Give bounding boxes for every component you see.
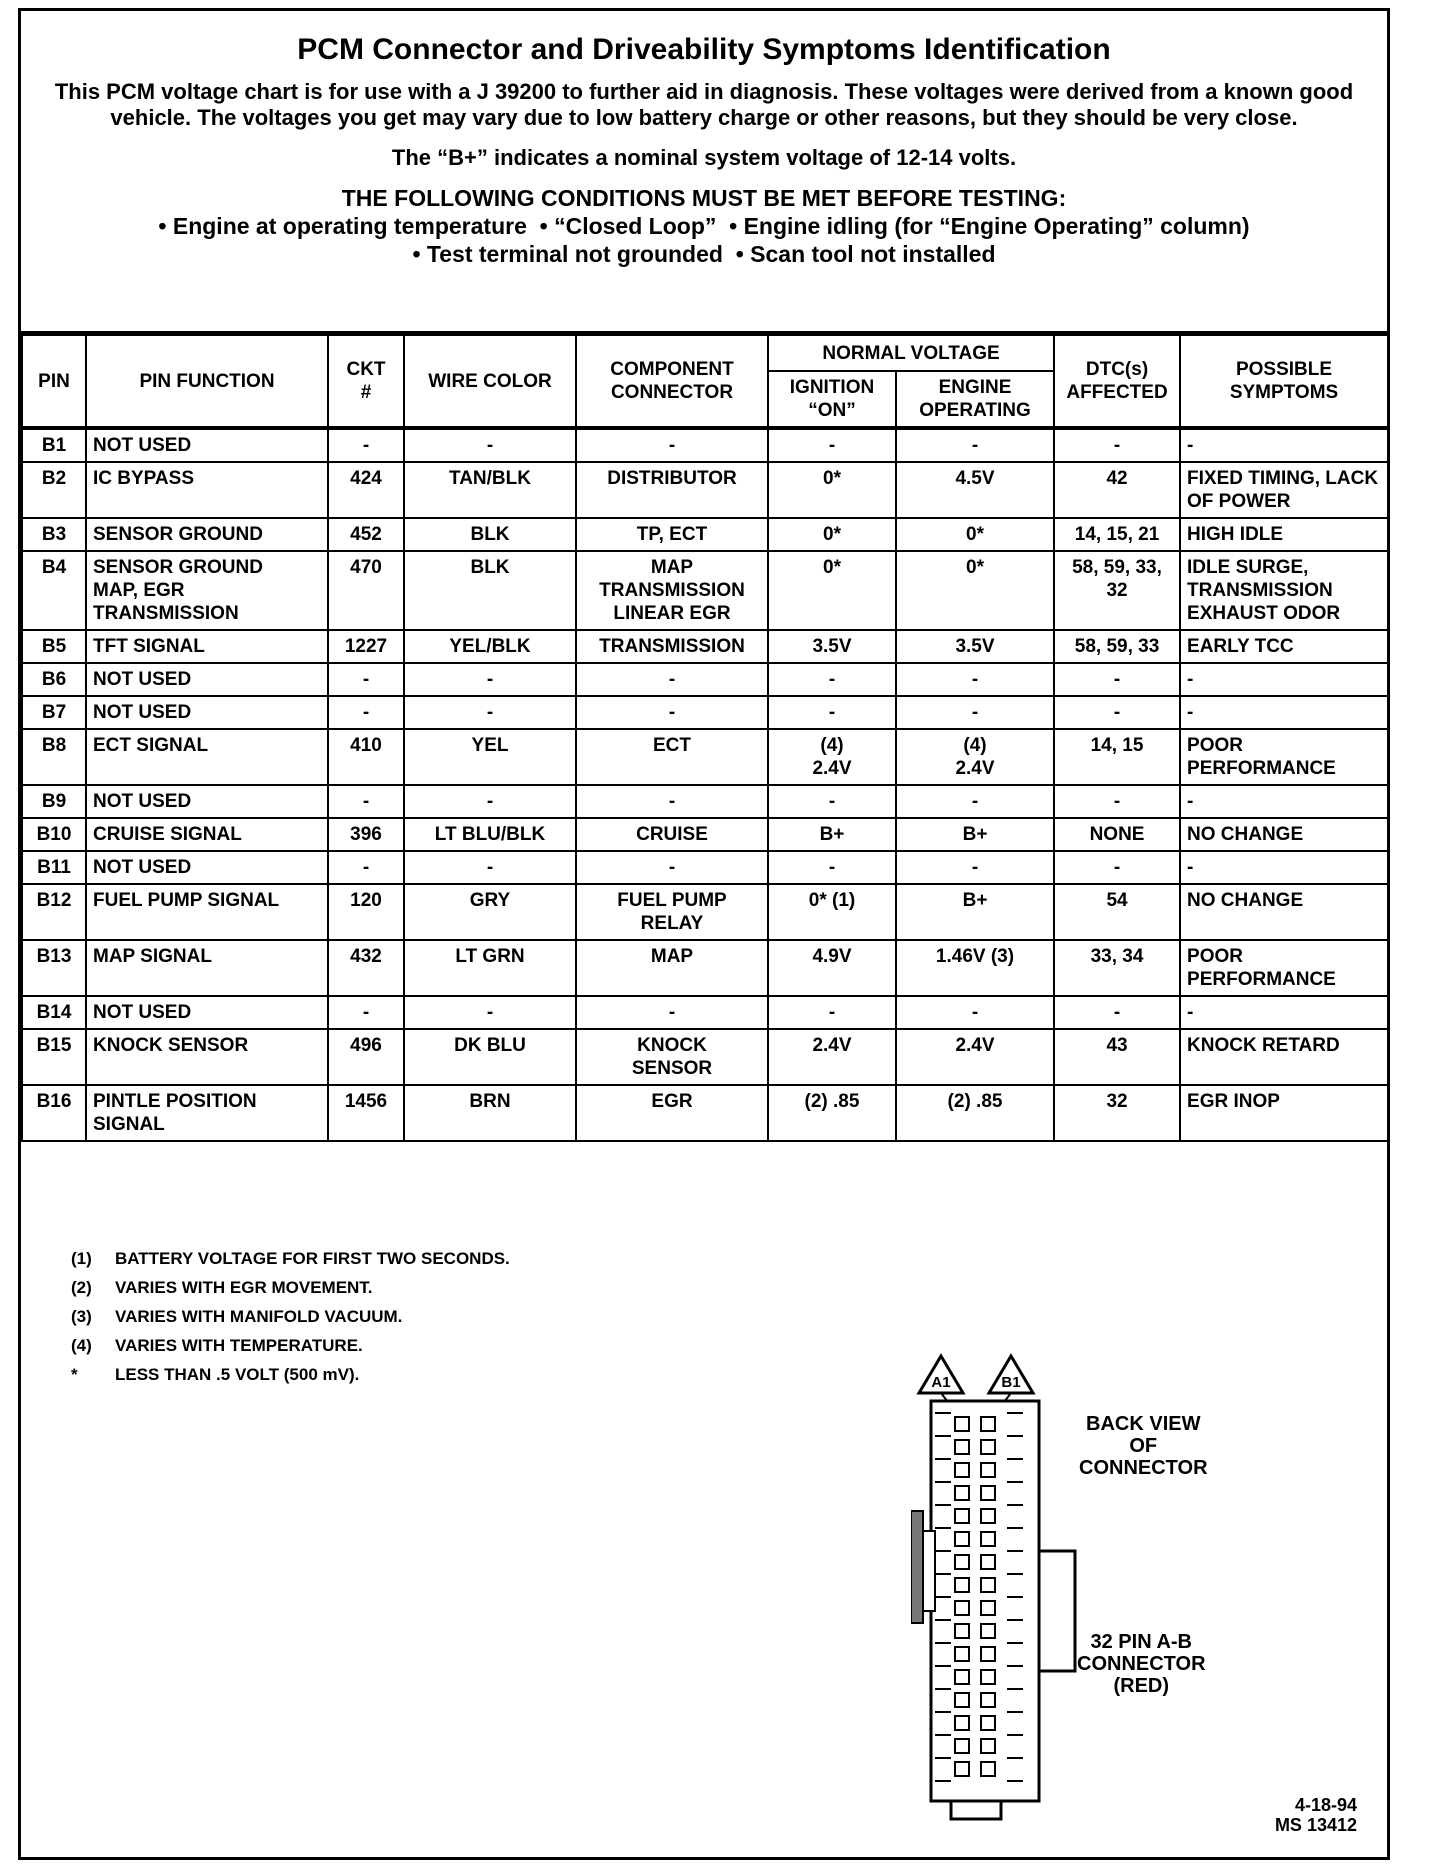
cell-engine-operating: 3.5V: [896, 630, 1054, 663]
cell-ignition-on: -: [768, 696, 896, 729]
cell-ignition-on: (2) .85: [768, 1085, 896, 1141]
connector-cavity: [981, 1693, 995, 1707]
cell-component-connector: -: [576, 996, 768, 1029]
cell-component-connector: -: [576, 696, 768, 729]
cell-component-connector: -: [576, 663, 768, 696]
cell-wire-color: -: [404, 996, 576, 1029]
cell-engine-operating: B+: [896, 884, 1054, 940]
connector-cavity: [955, 1578, 969, 1592]
cell-component-connector: DISTRIBUTOR: [576, 462, 768, 518]
cell-ckt: 410: [328, 729, 404, 785]
connector-cavity: [981, 1532, 995, 1546]
cell-ckt: 1227: [328, 630, 404, 663]
table-row: [22, 729, 1388, 785]
cell-component-connector: FUEL PUMP RELAY: [576, 884, 768, 940]
cell-wire-color: BRN: [404, 1085, 576, 1141]
header-wire-color: WIRE COLOR: [404, 335, 576, 428]
intro-paragraph: This PCM voltage chart is for use with a J 39200 to further aid in diagnosis. These voltages were derived from a known good vehicle. The voltages you get may vary due to low battery charge or other reasons, but they should be very close.: [54, 79, 1354, 130]
connector-cavity: [955, 1601, 969, 1615]
cell-pin-function: NOT USED: [86, 851, 328, 884]
cell-ckt: -: [328, 663, 404, 696]
cell-engine-operating: -: [896, 785, 1054, 818]
cell-ckt: 1456: [328, 1085, 404, 1141]
header-engine-operating: ENGINE OPERATING: [896, 371, 1054, 428]
cell-ckt: -: [328, 428, 404, 462]
connector-cavity: [955, 1670, 969, 1684]
cell-dtcs-affected: -: [1054, 996, 1180, 1029]
cell-pin: B11: [22, 851, 86, 884]
cell-dtcs-affected: 42: [1054, 462, 1180, 518]
cell-dtcs-affected: 33, 34: [1054, 940, 1180, 996]
cell-component-connector: KNOCK SENSOR: [576, 1029, 768, 1085]
b1-label: B1: [1001, 1374, 1021, 1391]
cell-engine-operating: (2) .85: [896, 1085, 1054, 1141]
cell-pin-function: ECT SIGNAL: [86, 729, 328, 785]
cell-ignition-on: -: [768, 996, 896, 1029]
cell-engine-operating: (4) 2.4V: [896, 729, 1054, 785]
cell-engine-operating: 1.46V (3): [896, 940, 1054, 996]
cell-pin: B7: [22, 696, 86, 729]
footnote-mark: (1): [71, 1249, 92, 1268]
pin-rows: [22, 428, 1388, 1141]
footnote: [71, 1307, 510, 1336]
cell-wire-color: YEL/BLK: [404, 630, 576, 663]
cell-possible-symptoms: -: [1180, 996, 1388, 1029]
cell-pin: B13: [22, 940, 86, 996]
table-row: [22, 996, 1388, 1029]
cell-possible-symptoms: EARLY TCC: [1180, 630, 1388, 663]
connector-cavity: [955, 1509, 969, 1523]
cell-pin-function: KNOCK SENSOR: [86, 1029, 328, 1085]
cell-possible-symptoms: HIGH IDLE: [1180, 518, 1388, 551]
page-title: PCM Connector and Driveability Symptoms Identification: [297, 33, 1111, 66]
cell-ignition-on: -: [768, 663, 896, 696]
cell-component-connector: MAP TRANSMISSION LINEAR EGR: [576, 551, 768, 630]
cell-engine-operating: 2.4V: [896, 1029, 1054, 1085]
table-row: [22, 940, 1388, 996]
cell-ckt: 120: [328, 884, 404, 940]
connector-cavity: [981, 1555, 995, 1569]
cell-dtcs-affected: -: [1054, 663, 1180, 696]
cell-component-connector: CRUISE: [576, 818, 768, 851]
conditions-heading: THE FOLLOWING CONDITIONS MUST BE MET BEFORE TESTING:: [341, 185, 1067, 211]
table-row: [22, 884, 1388, 940]
cell-ignition-on: 0* (1): [768, 884, 896, 940]
cell-pin-function: NOT USED: [86, 663, 328, 696]
cell-component-connector: ECT: [576, 729, 768, 785]
cell-wire-color: TAN/BLK: [404, 462, 576, 518]
cell-dtcs-affected: -: [1054, 428, 1180, 462]
cell-wire-color: -: [404, 428, 576, 462]
cell-dtcs-affected: 14, 15: [1054, 729, 1180, 785]
cell-engine-operating: -: [896, 996, 1054, 1029]
cell-wire-color: LT BLU/BLK: [404, 818, 576, 851]
header-dtcs-affected: DTC(s) AFFECTED: [1054, 335, 1180, 428]
conditions-line-2: • Test terminal not grounded • Scan tool not installed: [412, 241, 996, 267]
cell-ckt: -: [328, 785, 404, 818]
cell-ignition-on: 0*: [768, 462, 896, 518]
connector-side-tab: [911, 1511, 923, 1623]
footnote-text: BATTERY VOLTAGE FOR FIRST TWO SECONDS.: [115, 1249, 510, 1268]
cell-ckt: -: [328, 851, 404, 884]
table-row: [22, 785, 1388, 818]
cell-pin-function: SENSOR GROUND: [86, 518, 328, 551]
cell-ignition-on: 2.4V: [768, 1029, 896, 1085]
cell-ckt: 432: [328, 940, 404, 996]
connector-diagram: [911, 1341, 1251, 1841]
cell-pin: B10: [22, 818, 86, 851]
connector-latch: [1039, 1551, 1075, 1671]
connector-cavity: [955, 1440, 969, 1454]
cell-wire-color: YEL: [404, 729, 576, 785]
footer-area: [21, 1211, 1387, 1857]
connector-cavity: [981, 1578, 995, 1592]
header-pin-function: PIN FUNCTION: [86, 335, 328, 428]
cell-ckt: -: [328, 696, 404, 729]
cell-ignition-on: (4) 2.4V: [768, 729, 896, 785]
cell-ignition-on: 0*: [768, 551, 896, 630]
cell-component-connector: TRANSMISSION: [576, 630, 768, 663]
footnotes: [71, 1249, 510, 1394]
cell-ignition-on: -: [768, 851, 896, 884]
cell-engine-operating: -: [896, 663, 1054, 696]
cell-wire-color: -: [404, 851, 576, 884]
connector-cavity: [981, 1486, 995, 1500]
cell-wire-color: BLK: [404, 551, 576, 630]
cell-dtcs-affected: 32: [1054, 1085, 1180, 1141]
cell-ignition-on: 4.9V: [768, 940, 896, 996]
cell-ckt: 452: [328, 518, 404, 551]
document-header: [21, 11, 1387, 334]
cell-pin-function: SENSOR GROUND MAP, EGR TRANSMISSION: [86, 551, 328, 630]
pin-voltage-table: [21, 334, 1389, 1142]
connector-cavity: [955, 1739, 969, 1753]
cell-wire-color: -: [404, 663, 576, 696]
cell-ignition-on: -: [768, 785, 896, 818]
cell-pin: B15: [22, 1029, 86, 1085]
cell-ignition-on: -: [768, 428, 896, 462]
cell-component-connector: -: [576, 785, 768, 818]
header-component-connector: COMPONENT CONNECTOR: [576, 335, 768, 428]
cell-component-connector: TP, ECT: [576, 518, 768, 551]
table-row: [22, 630, 1388, 663]
connector-cavity: [981, 1417, 995, 1431]
footnote: [71, 1249, 510, 1278]
connector-cavity: [981, 1670, 995, 1684]
cell-possible-symptoms: -: [1180, 785, 1388, 818]
footnote: [71, 1336, 510, 1365]
connector-cavity: [955, 1624, 969, 1638]
cell-pin-function: MAP SIGNAL: [86, 940, 328, 996]
cell-wire-color: DK BLU: [404, 1029, 576, 1085]
cell-pin-function: PINTLE POSITION SIGNAL: [86, 1085, 328, 1141]
connector-cavity: [981, 1509, 995, 1523]
footnote-text: VARIES WITH MANIFOLD VACUUM.: [115, 1307, 403, 1326]
cell-dtcs-affected: -: [1054, 851, 1180, 884]
connector-cavity: [981, 1716, 995, 1730]
connector-cavity: [981, 1647, 995, 1661]
conditions-line-1: • Engine at operating temperature • “Closed Loop” • Engine idling (for “Engine Operating” column): [158, 213, 1250, 239]
header-ignition-on: IGNITION “ON”: [768, 371, 896, 428]
cell-pin-function: NOT USED: [86, 696, 328, 729]
connector-cavity: [981, 1440, 995, 1454]
cell-engine-operating: 4.5V: [896, 462, 1054, 518]
cell-possible-symptoms: EGR INOP: [1180, 1085, 1388, 1141]
cell-pin: B9: [22, 785, 86, 818]
cell-engine-operating: 0*: [896, 518, 1054, 551]
cell-pin: B16: [22, 1085, 86, 1141]
cell-engine-operating: B+: [896, 818, 1054, 851]
cell-ckt: 396: [328, 818, 404, 851]
cell-possible-symptoms: -: [1180, 851, 1388, 884]
cell-wire-color: LT GRN: [404, 940, 576, 996]
cell-dtcs-affected: 43: [1054, 1029, 1180, 1085]
connector-cavity: [955, 1647, 969, 1661]
cell-possible-symptoms: NO CHANGE: [1180, 818, 1388, 851]
cell-possible-symptoms: -: [1180, 663, 1388, 696]
header-normal-voltage: NORMAL VOLTAGE: [768, 335, 1054, 371]
cell-pin-function: IC BYPASS: [86, 462, 328, 518]
cell-possible-symptoms: FIXED TIMING, LACK OF POWER: [1180, 462, 1388, 518]
table-row: [22, 696, 1388, 729]
connector-cavity: [981, 1624, 995, 1638]
cell-possible-symptoms: -: [1180, 696, 1388, 729]
connector-cavity: [981, 1739, 995, 1753]
cell-dtcs-affected: 58, 59, 33: [1054, 630, 1180, 663]
table-row: [22, 818, 1388, 851]
connector-cavity: [955, 1555, 969, 1569]
cell-possible-symptoms: KNOCK RETARD: [1180, 1029, 1388, 1085]
cell-pin-function: NOT USED: [86, 785, 328, 818]
cell-ignition-on: 0*: [768, 518, 896, 551]
connector-cavity: [955, 1716, 969, 1730]
back-view-label: BACK VIEW OF CONNECTOR: [1079, 1413, 1208, 1479]
cell-pin-function: NOT USED: [86, 996, 328, 1029]
cell-dtcs-affected: 54: [1054, 884, 1180, 940]
connector-cavity: [981, 1601, 995, 1615]
cell-wire-color: -: [404, 785, 576, 818]
cell-engine-operating: -: [896, 696, 1054, 729]
header-possible-symptoms: POSSIBLE SYMPTOMS: [1180, 335, 1388, 428]
cell-component-connector: -: [576, 428, 768, 462]
cell-wire-color: GRY: [404, 884, 576, 940]
cell-pin: B1: [22, 428, 86, 462]
connector-cavity: [981, 1762, 995, 1776]
document-stamp: [1275, 1795, 1357, 1835]
cell-wire-color: BLK: [404, 518, 576, 551]
table-row: [22, 462, 1388, 518]
footnote-text: VARIES WITH EGR MOVEMENT.: [115, 1278, 373, 1297]
table-row: [22, 1029, 1388, 1085]
stamp-code: MS 13412: [1274, 1815, 1357, 1835]
header-pin: PIN: [22, 335, 86, 428]
table-row: [22, 851, 1388, 884]
connector-cavity: [955, 1486, 969, 1500]
connector-cavity: [955, 1693, 969, 1707]
cell-pin: B2: [22, 462, 86, 518]
table-row: [22, 1085, 1388, 1141]
header-ckt: CKT #: [328, 335, 404, 428]
connector-tab-mount: [923, 1531, 935, 1611]
footnote-mark: (3): [71, 1307, 92, 1326]
cell-pin-function: FUEL PUMP SIGNAL: [86, 884, 328, 940]
cell-ckt: -: [328, 996, 404, 1029]
cell-pin-function: TFT SIGNAL: [86, 630, 328, 663]
bplus-note: The “B+” indicates a nominal system voltage of 12-14 volts.: [391, 145, 1017, 170]
cell-dtcs-affected: 14, 15, 21: [1054, 518, 1180, 551]
connector-foot: [951, 1801, 1001, 1819]
cell-dtcs-affected: NONE: [1054, 818, 1180, 851]
footnote-text: LESS THAN .5 VOLT (500 mV).: [115, 1365, 360, 1384]
table-row: [22, 551, 1388, 630]
connector-cavity: [955, 1417, 969, 1431]
cell-possible-symptoms: NO CHANGE: [1180, 884, 1388, 940]
table-row: [22, 518, 1388, 551]
cell-dtcs-affected: -: [1054, 696, 1180, 729]
connector-cavity: [955, 1532, 969, 1546]
footnote-mark: *: [71, 1365, 78, 1384]
cell-dtcs-affected: 58, 59, 33, 32: [1054, 551, 1180, 630]
cell-ckt: 496: [328, 1029, 404, 1085]
cell-component-connector: MAP: [576, 940, 768, 996]
cell-engine-operating: -: [896, 851, 1054, 884]
cell-possible-symptoms: -: [1180, 428, 1388, 462]
cell-component-connector: EGR: [576, 1085, 768, 1141]
cell-pin: B6: [22, 663, 86, 696]
cell-possible-symptoms: POOR PERFORMANCE: [1180, 940, 1388, 996]
cell-ckt: 470: [328, 551, 404, 630]
cell-engine-operating: -: [896, 428, 1054, 462]
connector-description: 32 PIN A-B CONNECTOR (RED): [1077, 1631, 1206, 1697]
cell-wire-color: -: [404, 696, 576, 729]
footnote-mark: (2): [71, 1278, 92, 1297]
stamp-date: 4-18-94: [1294, 1795, 1357, 1815]
cell-possible-symptoms: IDLE SURGE, TRANSMISSION EXHAUST ODOR: [1180, 551, 1388, 630]
footnote-mark: (4): [71, 1336, 92, 1355]
document-frame: [18, 8, 1390, 1860]
footnote: [71, 1278, 510, 1307]
cell-possible-symptoms: POOR PERFORMANCE: [1180, 729, 1388, 785]
cell-pin-function: CRUISE SIGNAL: [86, 818, 328, 851]
table-row: [22, 428, 1388, 462]
cell-engine-operating: 0*: [896, 551, 1054, 630]
cell-pin: B4: [22, 551, 86, 630]
cell-pin-function: NOT USED: [86, 428, 328, 462]
cell-component-connector: -: [576, 851, 768, 884]
footnote: [71, 1365, 510, 1394]
cell-pin: B3: [22, 518, 86, 551]
cell-ignition-on: 3.5V: [768, 630, 896, 663]
cell-ignition-on: B+: [768, 818, 896, 851]
footnote-text: VARIES WITH TEMPERATURE.: [115, 1336, 363, 1355]
cell-pin: B8: [22, 729, 86, 785]
connector-cavity: [981, 1463, 995, 1477]
a1-label: A1: [931, 1374, 951, 1391]
connector-cavity: [955, 1762, 969, 1776]
cell-dtcs-affected: -: [1054, 785, 1180, 818]
cell-ckt: 424: [328, 462, 404, 518]
connector-cavity: [955, 1463, 969, 1477]
table-row: [22, 663, 1388, 696]
cell-pin: B14: [22, 996, 86, 1029]
cell-pin: B5: [22, 630, 86, 663]
cell-pin: B12: [22, 884, 86, 940]
